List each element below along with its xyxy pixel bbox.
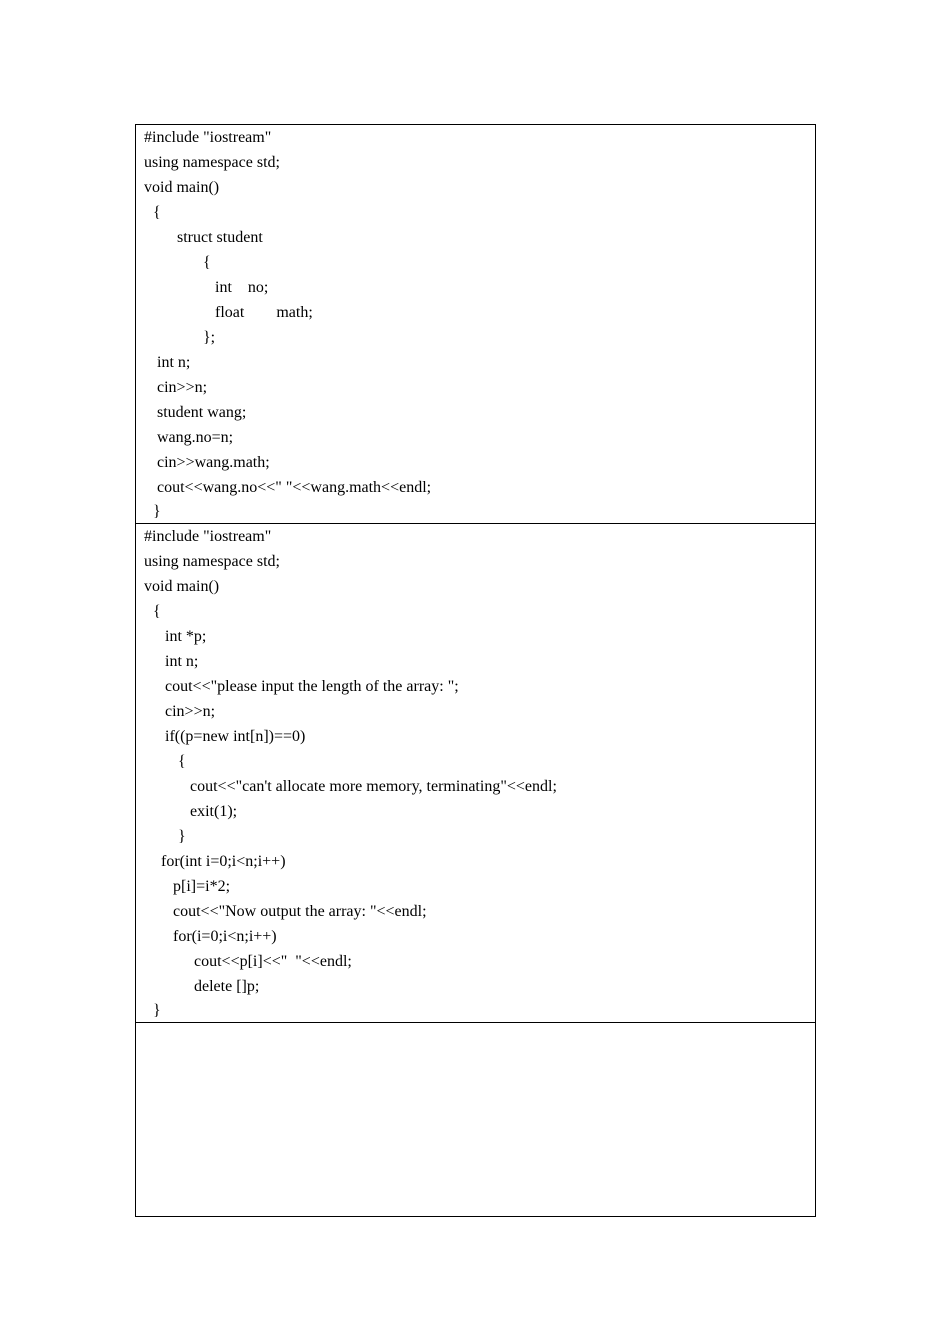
code-table — [135, 124, 816, 1217]
code-line: #include "iostream" — [144, 129, 272, 146]
code-line: #include "iostream" — [144, 528, 272, 545]
code-line: wang.no=n; — [157, 429, 234, 446]
code-line: int n; — [165, 653, 199, 670]
code-line: cout<<"can't allocate more memory, terminating"<<endl; — [190, 778, 557, 795]
code-line: } — [153, 503, 161, 520]
code-line: } — [153, 1002, 161, 1019]
code-line: cin>>n; — [157, 379, 208, 396]
code-line: delete []p; — [194, 978, 260, 995]
code-cell-struct-example — [136, 125, 815, 524]
code-line: cout<<"please input the length of the array: "; — [165, 678, 459, 695]
code-line: struct student — [177, 229, 263, 246]
code-line: if((p=new int[n])==0) — [165, 728, 306, 745]
code-line: exit(1); — [190, 803, 238, 820]
code-line: for(int i=0;i<n;i++) — [161, 853, 286, 870]
code-line: cout<<p[i]<<" "<<endl; — [194, 953, 352, 970]
code-line: int n; — [157, 354, 191, 371]
code-line: { — [203, 254, 211, 271]
code-line: for(i=0;i<n;i++) — [173, 928, 277, 945]
code-line: using namespace std; — [144, 553, 280, 570]
code-line: { — [153, 603, 161, 620]
code-line: p[i]=i*2; — [173, 878, 231, 895]
code-cell-dynamic-array-example — [136, 524, 815, 1023]
code-line: void main() — [144, 179, 220, 196]
empty-table-cell — [136, 1023, 815, 1216]
code-line: int no; — [215, 279, 269, 296]
code-line: cin>>wang.math; — [157, 454, 270, 471]
code-line: cin>>n; — [165, 703, 216, 720]
code-line: } — [178, 828, 186, 845]
code-line: { — [153, 204, 161, 221]
code-line: }; — [203, 329, 216, 346]
code-line: cout<<"Now output the array: "<<endl; — [173, 903, 427, 920]
code-line: student wang; — [157, 404, 247, 421]
code-line: { — [178, 753, 186, 770]
code-line: cout<<wang.no<<" "<<wang.math<<endl; — [157, 479, 432, 496]
code-line: int *p; — [165, 628, 207, 645]
code-line: using namespace std; — [144, 154, 280, 171]
code-line: float math; — [215, 304, 313, 321]
code-line: void main() — [144, 578, 220, 595]
